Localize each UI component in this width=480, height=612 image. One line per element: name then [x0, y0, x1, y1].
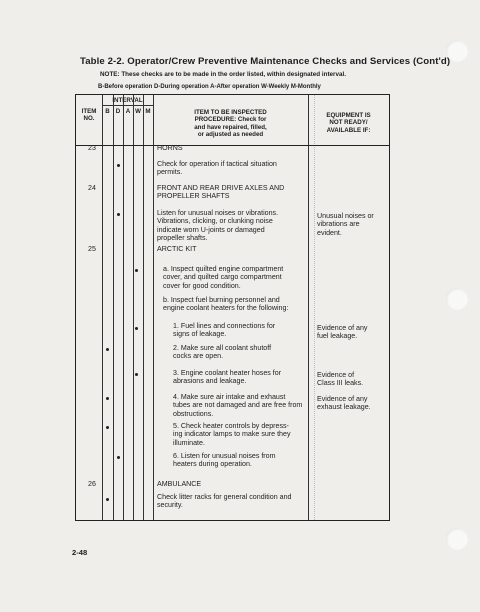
interval-col-w: W [135, 108, 141, 115]
procedure-line: illuminate. [173, 438, 205, 447]
interval-col-d: D [115, 108, 121, 115]
procedure-line: AMBULANCE [157, 480, 202, 488]
procedure-text [157, 245, 305, 253]
item-no-header: ITEM NO. [81, 108, 97, 123]
interval-mark [117, 456, 120, 459]
procedure-line: Listen for unusual noises or vibrations. [157, 209, 279, 217]
procedure-text [157, 493, 305, 510]
column-rule [133, 95, 134, 520]
procedure-text [173, 422, 305, 447]
equipment-line: Evidence of [317, 371, 355, 379]
equipment-line: Class III leaks. [317, 379, 364, 388]
procedure-line: ARCTIC KIT [157, 245, 197, 253]
procedure-text [163, 296, 305, 313]
column-rule [308, 95, 309, 520]
interval-mark [135, 373, 138, 376]
column-rule [113, 95, 114, 520]
equipment-line: fuel leakage. [317, 332, 358, 341]
procedure-text [157, 480, 305, 488]
equipment-line: Unusual noises or [317, 212, 374, 220]
interval-legend: B-Before operation D-During operation A-After operation W-Weekly M-Monthly [98, 84, 321, 90]
procedure-line: indicate worn U-joints or damaged [157, 225, 265, 234]
equipment-not-ready-text [317, 324, 389, 341]
procedure-line: 5. Check heater controls by depress- [173, 422, 289, 430]
item-number: 25 [88, 245, 96, 253]
interval-mark [135, 327, 138, 330]
interval-mark [117, 213, 120, 216]
procedure-text [157, 160, 305, 177]
interval-col-m: M [145, 108, 151, 115]
equipment-line: Evidence of any [317, 324, 368, 332]
procedure-line: cover for good condition. [163, 281, 241, 290]
interval-mark [135, 269, 138, 272]
equipment-not-ready-text [317, 371, 389, 388]
procedure-line: ing indicator lamps to make sure they [173, 430, 291, 439]
interval-mark [106, 426, 109, 429]
procedure-line: heaters during operation. [173, 460, 252, 469]
procedure-line: propeller shafts. [157, 234, 208, 243]
procedure-text [157, 209, 305, 243]
table-note: NOTE: These checks are to be made in the order listed, within designated interval. [100, 71, 346, 78]
procedure-text [173, 452, 305, 469]
interval-mark [106, 397, 109, 400]
procedure-line: Check for operation if tactical situation [157, 160, 277, 168]
procedure-line: 4. Make sure air intake and exhaust [173, 393, 286, 401]
procedure-line: obstructions. [173, 409, 214, 418]
column-rule [102, 95, 103, 520]
procedure-text [163, 265, 305, 290]
column-rule [123, 95, 124, 520]
column-rule [314, 95, 315, 520]
item-number: 26 [88, 480, 96, 488]
interval-mark [117, 164, 120, 167]
binder-hole-bottom [446, 528, 468, 550]
procedure-text [173, 393, 305, 418]
procedure-line: signs of leakage. [173, 330, 227, 339]
interval-col-a: A [125, 108, 131, 115]
procedure-line: 2. Make sure all coolant shutoff [173, 344, 272, 352]
equipment-line: exhaust leakage. [317, 403, 371, 412]
interval-col-b: B [105, 108, 110, 115]
procedure-text [173, 322, 305, 339]
column-rule [153, 95, 154, 520]
procedure-line: FRONT AND REAR DRIVE AXLES AND [157, 184, 285, 192]
procedure-header: ITEM TO BE INSPECTED PROCEDURE: Check for and have repaired, filled, or adjusted as needed [194, 109, 267, 139]
interval-mark [106, 498, 109, 501]
item-number: 24 [88, 184, 96, 192]
header-rule [102, 105, 153, 106]
procedure-line: 6. Listen for unusual noises from [173, 452, 276, 460]
equipment-not-ready-text [317, 395, 389, 412]
equipment-line: evident. [317, 228, 342, 237]
interval-mark [106, 348, 109, 351]
page-number: 2-48 [72, 548, 88, 557]
procedure-text [157, 184, 305, 201]
procedure-text [157, 144, 305, 152]
procedure-line: cocks are open. [173, 352, 224, 361]
pmcs-table [75, 94, 390, 521]
procedure-text [173, 344, 305, 361]
procedure-line: 3. Engine coolant heater hoses for [173, 369, 282, 377]
equipment-line: vibrations are [317, 220, 360, 229]
procedure-line: PROPELLER SHAFTS [157, 192, 230, 201]
procedure-line: abrasions and leakage. [173, 377, 247, 386]
procedure-line: security. [157, 501, 183, 510]
procedure-line: cover, and quilted cargo compartment [163, 273, 282, 282]
procedure-line: tubes are not damaged and are free from [173, 401, 303, 410]
procedure-line: Check litter racks for general condition and [157, 493, 292, 501]
equipment-line: Evidence of any [317, 395, 368, 403]
column-rule [143, 95, 144, 520]
equipment-header: EQUIPMENT IS NOT READY/ AVAILABLE IF: [326, 112, 371, 134]
procedure-line: a. Inspect quilted engine compartment [163, 265, 284, 273]
procedure-line: permits. [157, 168, 183, 177]
procedure-line: b. Inspect fuel burning personnel and [163, 296, 280, 304]
procedure-text [173, 369, 305, 386]
procedure-line: 1. Fuel lines and connections for [173, 322, 276, 330]
interval-header: INTERVAL [112, 97, 143, 104]
procedure-line: HORNS [157, 144, 183, 152]
procedure-line: Vibrations, clicking, or clunking noise [157, 217, 273, 226]
equipment-not-ready-text [317, 212, 389, 237]
table-title: Table 2-2. Operator/Crew Preventive Maintenance Checks and Services (Cont'd) [80, 56, 451, 67]
procedure-line: engine coolant heaters for the following: [163, 304, 289, 313]
binder-hole-middle [446, 288, 468, 310]
item-number: 23 [88, 144, 96, 152]
